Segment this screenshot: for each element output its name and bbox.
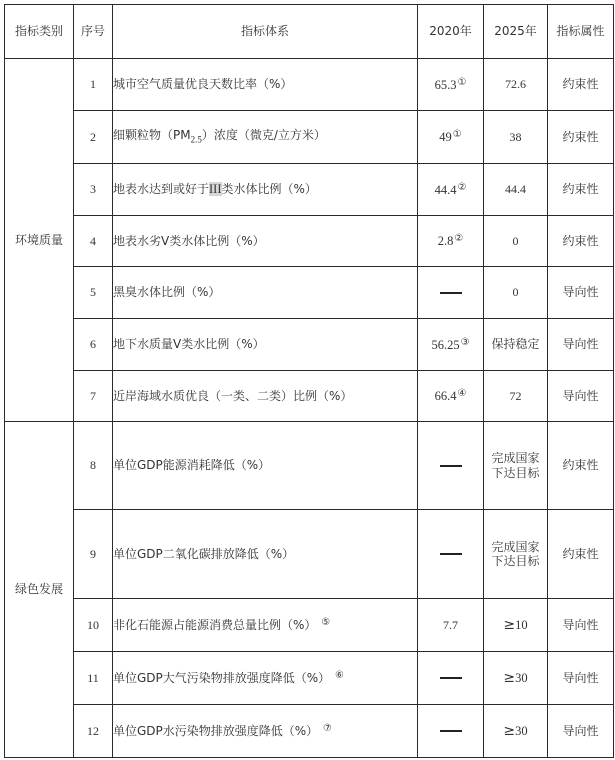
dash-mark	[440, 292, 462, 294]
row-name: 近岸海域水质优良（一类、二类）比例（%）	[113, 371, 418, 422]
dash-mark	[440, 465, 462, 467]
row-name: 城市空气质量优良天数比率（%）	[113, 59, 418, 111]
table-row	[5, 652, 614, 705]
row-seq: 5	[74, 267, 113, 319]
table-row	[5, 510, 614, 599]
dash-mark	[440, 730, 462, 732]
row-attr: 导向性	[548, 705, 614, 758]
row-seq: 9	[74, 510, 113, 599]
row-attr: 导向性	[548, 599, 614, 652]
table-row	[5, 371, 614, 422]
row-seq: 6	[74, 319, 113, 371]
header-2025: 2025年	[484, 5, 548, 59]
row-name: 地下水质量V类水比例（%）	[113, 319, 418, 371]
row-2025: 0	[484, 267, 548, 319]
row-attr: 约束性	[548, 59, 614, 111]
table-row	[5, 111, 614, 164]
row-2025: 38	[484, 111, 548, 164]
row-name: 单位GDP水污染物排放强度降低（%） ⑦	[113, 705, 418, 758]
row-2020: 7.7	[418, 599, 484, 652]
note-mark: ①	[452, 129, 462, 140]
row-2020: 65.3①	[418, 59, 484, 111]
row-seq: 8	[74, 422, 113, 510]
row-seq: 11	[74, 652, 113, 705]
row-name: 单位GDP二氧化碳排放降低（%）	[113, 510, 418, 599]
header-row	[5, 5, 614, 59]
row-2025: 完成国家 下达目标	[484, 510, 548, 599]
note-mark: ①	[457, 76, 467, 88]
row-seq: 4	[74, 216, 113, 267]
row-2020: 49①	[418, 111, 484, 164]
row-seq: 1	[74, 59, 113, 111]
row-seq: 7	[74, 371, 113, 422]
note-mark: ⑤	[321, 617, 331, 629]
row-name: 黑臭水体比例（%）	[113, 267, 418, 319]
row-attr: 约束性	[548, 422, 614, 510]
row-attr: 导向性	[548, 319, 614, 371]
note-mark: ⑥	[335, 670, 344, 682]
indicator-table	[4, 4, 614, 758]
note-mark: ⑦	[323, 723, 332, 735]
row-2020	[418, 422, 484, 510]
row-2025: ≥30	[484, 652, 548, 705]
table-row	[5, 599, 614, 652]
row-attr: 导向性	[548, 371, 614, 422]
note-mark: ③	[460, 336, 470, 348]
row-name: 单位GDP大气污染物排放强度降低（%） ⑥	[113, 652, 418, 705]
table-row	[5, 267, 614, 319]
row-seq: 10	[74, 599, 113, 652]
table-row	[5, 319, 614, 371]
row-seq: 12	[74, 705, 113, 758]
row-2025: ≥30	[484, 705, 548, 758]
row-attr: 导向性	[548, 652, 614, 705]
category-env: 环境质量	[5, 59, 74, 422]
header-system: 指标体系	[113, 5, 418, 59]
row-name: 非化石能源占能源消费总量比例（%） ⑤	[113, 599, 418, 652]
row-seq: 3	[74, 164, 113, 216]
table-row	[5, 705, 614, 758]
table-row	[5, 422, 614, 510]
row-name: 细颗粒物$(PM_{2.5})$浓度（微克/立方米）	[113, 111, 418, 164]
row-2025: 保持稳定	[484, 319, 548, 371]
row-2025: 完成国家 下达目标	[484, 422, 548, 510]
row-2020: 56.25③	[418, 319, 484, 371]
row-attr: 导向性	[548, 267, 614, 319]
table-row	[5, 216, 614, 267]
row-2020	[418, 705, 484, 758]
row-2020	[418, 510, 484, 599]
category-green: 绿色发展	[5, 422, 74, 758]
row-name: 地表水达到或好于III类水体比例（%）	[113, 164, 418, 216]
dash-mark	[440, 677, 462, 679]
note-mark: ②	[457, 181, 467, 193]
header-2020: 2020年	[418, 5, 484, 59]
row-2025: 72	[484, 371, 548, 422]
table-row	[5, 59, 614, 111]
row-name: 地表水劣V类水体比例（%）	[113, 216, 418, 267]
header-attr: 指标属性	[548, 5, 614, 59]
row-attr: 约束性	[548, 216, 614, 267]
dash-mark	[440, 553, 462, 555]
row-2020: 2.8②	[418, 216, 484, 267]
row-name: 单位GDP能源消耗降低（%）	[113, 422, 418, 510]
table-row	[5, 164, 614, 216]
row-2025: 44.4	[484, 164, 548, 216]
row-attr: 约束性	[548, 510, 614, 599]
row-attr: 约束性	[548, 164, 614, 216]
row-2020	[418, 652, 484, 705]
note-mark: ④	[457, 388, 467, 399]
row-2025: 0	[484, 216, 548, 267]
row-2025: 72.6	[484, 59, 548, 111]
row-seq: 2	[74, 111, 113, 164]
highlight-text: III	[209, 182, 222, 196]
header-category: 指标类别	[5, 5, 74, 59]
row-2020	[418, 267, 484, 319]
row-2025: ≥10	[484, 599, 548, 652]
note-mark: ②	[454, 233, 464, 244]
row-2020: 44.4②	[418, 164, 484, 216]
row-attr: 约束性	[548, 111, 614, 164]
header-seq: 序号	[74, 5, 113, 59]
row-2020: 66.4④	[418, 371, 484, 422]
